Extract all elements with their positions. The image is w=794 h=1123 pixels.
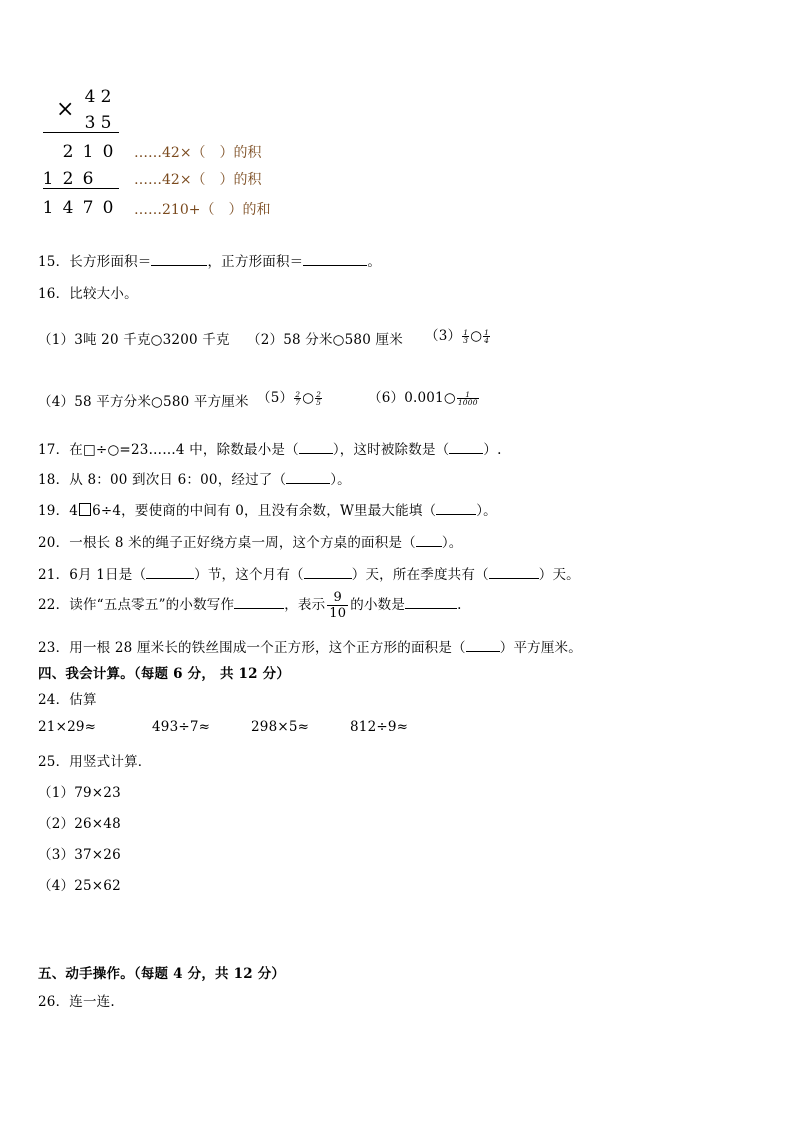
digit: 1 (42, 169, 54, 189)
question-15 (38, 250, 381, 270)
calc-item-2: （2）26×48 (38, 816, 121, 832)
compare-circle[interactable]: ○ (470, 328, 483, 344)
answer-blank[interactable] (405, 608, 457, 609)
digit-box[interactable] (79, 503, 91, 516)
question-18 (38, 468, 351, 488)
question-text: 4 (69, 503, 79, 519)
answer-blank[interactable] (303, 265, 367, 266)
item-label: （6）0.001○ (368, 390, 456, 406)
question-text: 估算 (69, 692, 97, 708)
digit: 7 (82, 198, 94, 218)
question-number: 20． (38, 535, 70, 551)
denominator: 3 (463, 336, 469, 345)
answer-blank[interactable] (416, 546, 442, 547)
section-4-title: 四、我会计算。（每题 6 分， 共 12 分） (38, 666, 291, 682)
question-text: ）。 (441, 535, 463, 551)
question-text: ，表示 (284, 597, 326, 613)
denominator: 1000 (457, 398, 478, 407)
compare-item-2: （2）58 分米○580 厘米 (247, 332, 403, 348)
estimate-item-1: 21×29≈ (38, 719, 97, 735)
fraction (457, 391, 479, 406)
digit: 2 (62, 142, 74, 162)
compare-item-1: （1）3吨 20 千克○3200 千克 (38, 332, 230, 348)
digit: 0 (102, 198, 114, 218)
question-number: 26． (38, 994, 70, 1010)
question-text: 一根长 8 米的绳子正好绕方桌一周，这个方桌的面积是（ (69, 535, 416, 551)
fraction (483, 329, 490, 344)
question-text: ）天。 (538, 567, 580, 583)
question-text: 在□÷○=23……4 中，除数最小是（ (69, 442, 299, 458)
fraction (315, 391, 322, 406)
question-16 (38, 282, 138, 302)
question-text: 6÷4，要使商的中间有 0，且没有余数，W里最大能填（ (92, 503, 437, 519)
question-26 (38, 990, 115, 1010)
question-text: 的小数是 (350, 597, 406, 613)
estimate-item-2: 493÷7≈ (152, 719, 211, 735)
question-text: ）平方厘米。 (499, 640, 582, 656)
compare-item-3 (425, 324, 491, 344)
answer-blank[interactable] (489, 578, 539, 579)
question-number: 23． (38, 640, 70, 656)
question-21 (38, 563, 580, 583)
question-text: ）天，所在季度共有（ (351, 567, 489, 583)
question-text: ）节，这个月有（ (194, 567, 304, 583)
fraction (327, 590, 348, 621)
question-text: ），这时被除数是（ (332, 442, 450, 458)
calc-item-4: （4）25×62 (38, 878, 121, 894)
question-text: 用竖式计算． (69, 754, 152, 770)
answer-blank[interactable] (146, 578, 194, 579)
numerator: 9 (327, 590, 348, 606)
compare-circle[interactable]: ○ (302, 390, 315, 406)
question-22 (38, 590, 462, 621)
digit: 0 (102, 142, 114, 162)
item-label: （5） (257, 390, 294, 406)
question-25 (38, 750, 151, 770)
question-text: 读作“五点零五”的小数写作 (69, 597, 235, 613)
digit: 2 (62, 169, 74, 189)
mult-note-3: ……210+（ ）的和 (134, 202, 271, 218)
mult-note-2: ……42×（ ）的积 (134, 172, 262, 188)
question-number: 15． (38, 254, 70, 270)
digit: 2 (100, 87, 112, 107)
digit: 4 (84, 87, 96, 107)
answer-blank[interactable] (286, 483, 330, 484)
question-text: 比较大小。 (69, 286, 138, 302)
numerator: 2 (316, 390, 322, 399)
denominator: 4 (484, 336, 490, 345)
estimate-item-4: 812÷9≈ (350, 719, 409, 735)
compare-item-5 (257, 386, 323, 406)
question-number: 17． (38, 442, 70, 458)
answer-blank[interactable] (436, 514, 476, 515)
estimate-item-3: 298×5≈ (251, 719, 310, 735)
calc-item-3: （3）37×26 (38, 847, 121, 863)
question-number: 19． (38, 503, 70, 519)
question-number: 25． (38, 754, 70, 770)
mult-line-2 (43, 188, 119, 189)
digit: 6 (82, 169, 94, 189)
compare-item-6 (368, 386, 480, 406)
compare-item-4: （4）58 平方分米○580 平方厘米 (38, 394, 249, 410)
answer-blank[interactable] (299, 453, 333, 454)
question-text: ）。 (476, 503, 497, 519)
digit: 1 (42, 198, 54, 218)
answer-blank[interactable] (466, 651, 500, 652)
answer-blank[interactable] (449, 453, 483, 454)
question-20 (38, 531, 463, 551)
question-text: ，正方形面积＝ (207, 254, 304, 270)
calc-item-1: （1）79×23 (38, 785, 121, 801)
question-24 (38, 688, 97, 708)
question-number: 24． (38, 692, 70, 708)
times-sign: × (56, 97, 75, 122)
numerator: 1 (457, 391, 479, 399)
digit: 4 (62, 198, 74, 218)
section-5-title: 五、动手操作。（每题 4 分，共 12 分） (38, 966, 286, 982)
question-17 (38, 438, 502, 458)
question-text: 6月 1日是（ (69, 567, 147, 583)
question-number: 21． (38, 567, 70, 583)
numerator: 2 (295, 390, 301, 399)
denominator: 7 (295, 398, 301, 407)
digit: 3 (84, 113, 96, 133)
mult-line-1 (43, 132, 119, 133)
numerator: 1 (484, 328, 490, 337)
fraction (294, 391, 301, 406)
answer-blank[interactable] (234, 608, 284, 609)
digit: 1 (82, 142, 94, 162)
digit: 5 (100, 113, 112, 133)
question-text: 用一根 28 厘米长的铁丝围成一个正方形，这个正方形的面积是（ (69, 640, 466, 656)
denominator: 10 (329, 606, 347, 621)
question-number: 18． (38, 472, 70, 488)
mult-note-1: ……42×（ ）的积 (134, 145, 262, 161)
question-text: ）. (483, 442, 502, 458)
question-19 (38, 499, 497, 519)
numerator: 1 (463, 328, 469, 337)
question-text: 长方形面积＝ (69, 254, 152, 270)
question-text: 。 (367, 254, 382, 270)
answer-blank[interactable] (304, 578, 352, 579)
question-text: 从 8：00 到次日 6：00，经过了（ (69, 472, 287, 488)
question-number: 22． (38, 597, 70, 613)
question-text: . (457, 597, 462, 613)
answer-blank[interactable] (151, 265, 207, 266)
denominator: 5 (316, 398, 322, 407)
question-text: ）。 (330, 472, 351, 488)
question-23 (38, 636, 582, 656)
fraction (462, 329, 469, 344)
question-number: 16． (38, 286, 70, 302)
question-text: 连一连. (69, 994, 115, 1010)
item-label: （3） (425, 328, 462, 344)
